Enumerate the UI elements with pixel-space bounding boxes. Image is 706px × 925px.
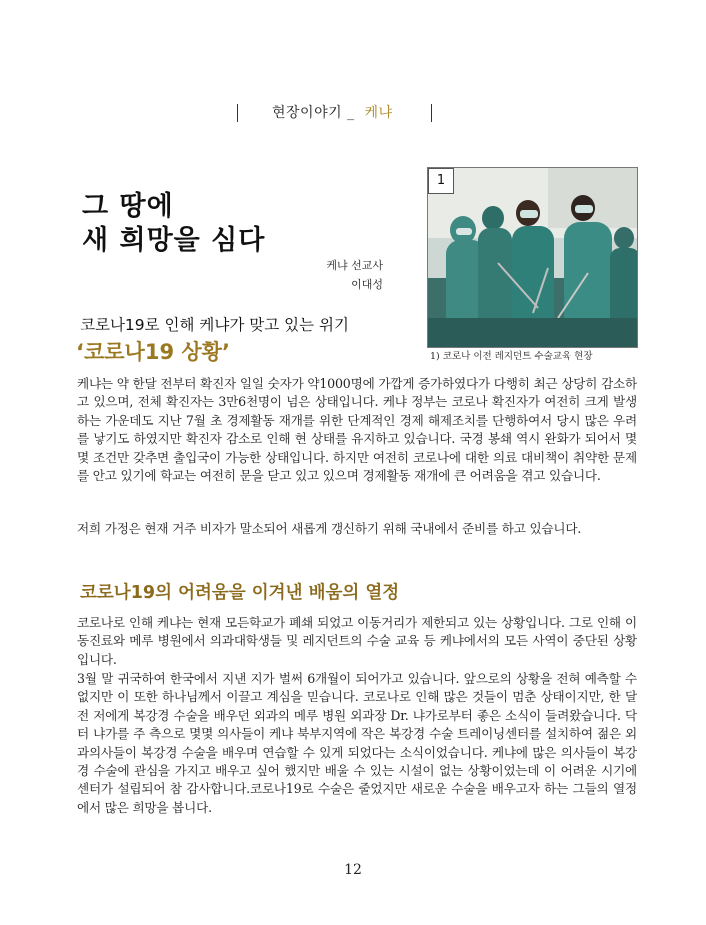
article-title (82, 190, 265, 258)
header-text (272, 102, 393, 122)
section1-paragraph-2: 저희 가정은 현재 거주 비자가 말소되어 새롭게 갱신하기 위해 국내에서 준비를 하고 있습니다. (77, 521, 582, 536)
surgery-photo (427, 167, 638, 348)
header-separator: _ (347, 105, 355, 121)
header-divider-left (237, 104, 238, 122)
section1-subtitle: 코로나19로 인해 케냐가 맞고 있는 위기 (80, 316, 349, 334)
author-name: 이대성 (351, 278, 383, 291)
section1-paragraph-1: 케냐는 약 한달 전부터 확진자 일일 숫자가 약1000명에 가깝게 증가하였다가 다행히 최근 상당히 감소하고 있으며, 전체 확진자는 3만6천명이 넘은 상태입니다. 케냐 정부는 코로나 확진자가 여전히 크게 발생하는 가운데도 지난 7월 초 경제활동 재개를 위한 단계적인 경제 해제조치를 단행하여서 당시 많은 우려를 낳기도 하였지만 확진자 감소로 인해 현 상태를 유지하고 있습니다. 국경 봉쇄 역시 완화가 되어서 몇몇 조건만 갖추면 출입국이 가능한 상태입니다. 하지만 여전히 코로나에 대한 의료 대비책이 취약한 문제를 안고 있기에 학교는 여전히 문을 닫고 있고 있으며 경제활동 재개에 큰 어려움을 겪고 있습니다. (77, 376, 637, 484)
byline (300, 256, 383, 294)
page-number: 12 (344, 862, 362, 878)
surgery-photo-illustration (428, 168, 637, 347)
section2-paragraph-2: 3월 말 귀국하여 한국에서 지낸 지가 벌써 6개월이 되어가고 있습니다. 앞으로의 상황을 전혀 예측할 수 없지만 이 또한 하나님께서 이끌고 계심을 믿습니다. 코로나로 인해 많은 것들이 멈춘 상태이지만, 한 달 전 저에게 복강경 수술을 배우던 외과의 메루 병원 외과장 Dr. 냐가로부터 좋은 소식이 들려왔습니다. 닥터 냐가를 주 측으로 몇몇 의사들이 케냐 북부지역에 작은 복강경 수술 트레이닝센터를 설치하여 젊은 외과의사들이 복강경 수술을 배우며 연습할 수 있게 되었다는 소식이었습니다. 케냐에 많은 의사들이 복강경 수술에 관심을 가지고 배우고 싶어 했지만 배울 수 있는 시설이 없는 상황이었는데 이 어려운 시기에 센터가 설립되어 참 감사합니다.코로나19로 수술은 줄었지만 새로운 수술을 배우고자 하는 그들의 열정에서 많은 희망을 봅니다. (77, 671, 637, 815)
title-line-1: 그 땅에 (82, 191, 174, 222)
section2-paragraph-1: 코로나로 인해 케냐는 현재 모든학교가 폐쇄 되었고 이동거리가 제한되고 있는 상황입니다. 그로 인해 이동진료와 메루 병원에서 의과대학생들 및 레지던트의 수술 교육 등 케냐에서의 모든 사역이 중단된 상황입니다. (77, 615, 637, 667)
title-line-2: 새 희망을 심다 (82, 225, 266, 256)
header-section: 현장이야기 (272, 105, 343, 121)
section1-highlight: ‘코로나19 상황’ (76, 340, 230, 364)
header-divider-right (431, 104, 432, 122)
author-role: 케냐 선교사 (326, 259, 383, 272)
figure-caption: 1) 코로나 이전 레지던트 수술교육 현장 (430, 351, 593, 362)
section2-subtitle: 코로나19의 어려움을 이겨낸 배움의 열정 (80, 583, 400, 603)
header-region: 케냐 (364, 105, 393, 121)
figure-number: 1 (428, 168, 454, 194)
running-header (0, 100, 706, 128)
